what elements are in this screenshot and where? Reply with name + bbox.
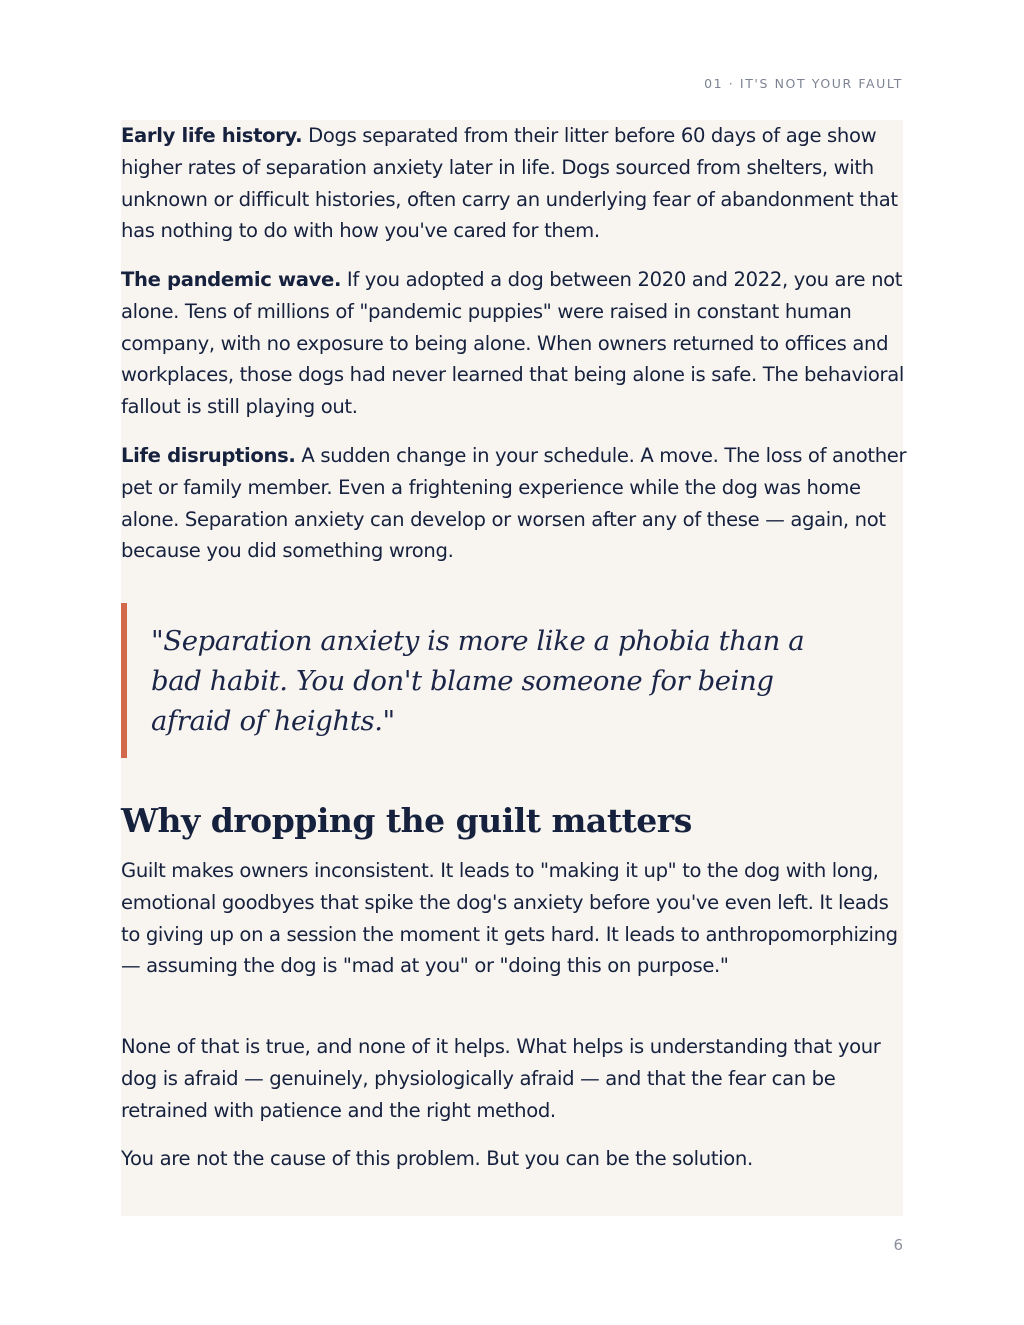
paragraph-life-disruptions <box>121 440 911 567</box>
section-paragraph-guilt: Guilt makes owners inconsistent. It leads to "making it up" to the dog with long, emotional goodbyes that spike the dog's anxiety before you've even left. It leads to giving up on a session the moment it gets hard. It leads to anthropomorphizing — assuming the dog is "mad at you" or "doing this on purpose." <box>121 859 898 978</box>
paragraph-lead: Early life history. <box>121 124 303 147</box>
paragraph-body: If you adopted a dog between 2020 and 2022, you are not alone. Tens of millions of "pandemic puppies" were raised in constant human company, with no exposure to being alone. When owners returned to offices and workplaces, those dogs had never learned that being alone is safe. The behavioral fallout is still playing out. <box>121 268 904 419</box>
section-paragraph-solution: You are not the cause of this problem. But you can be the solution. <box>121 1147 753 1170</box>
paragraph-lead: The pandemic wave. <box>121 268 342 291</box>
paragraph-lead: Life disruptions. <box>121 444 296 467</box>
section-heading: Why dropping the guilt matters <box>121 801 692 840</box>
paragraph-body: A sudden change in your schedule. A move. The loss of another pet or family member. Even a frightening experience while the dog was home alone. Separation anxiety can develop or worsen after any of these — again, not because you did something wrong. <box>121 444 907 563</box>
pullquote-accent-bar <box>121 603 127 758</box>
pullquote <box>121 603 881 758</box>
pullquote-text: "Separation anxiety is more like a phobia than a bad habit. You don't blame someone for being afraid of heights." <box>151 625 805 737</box>
paragraph-pandemic-wave <box>121 264 911 423</box>
paragraph-body: Dogs separated from their litter before 60 days of age show higher rates of separation anxiety later in life. Dogs sourced from shelters, with unknown or difficult histories, often carry an underlying fear of abandonment that has nothing to do with how you've cared for them. <box>121 124 898 243</box>
page-number: 6 <box>893 1236 903 1254</box>
running-header: 01 · IT'S NOT YOUR FAULT <box>704 76 903 91</box>
paragraph-early-life-history <box>121 120 911 247</box>
section-paragraph-fear: None of that is true, and none of it helps. What helps is understanding that your dog is afraid — genuinely, physiologically afraid — and that the fear can be retrained with patience and the right method. <box>121 1035 881 1122</box>
